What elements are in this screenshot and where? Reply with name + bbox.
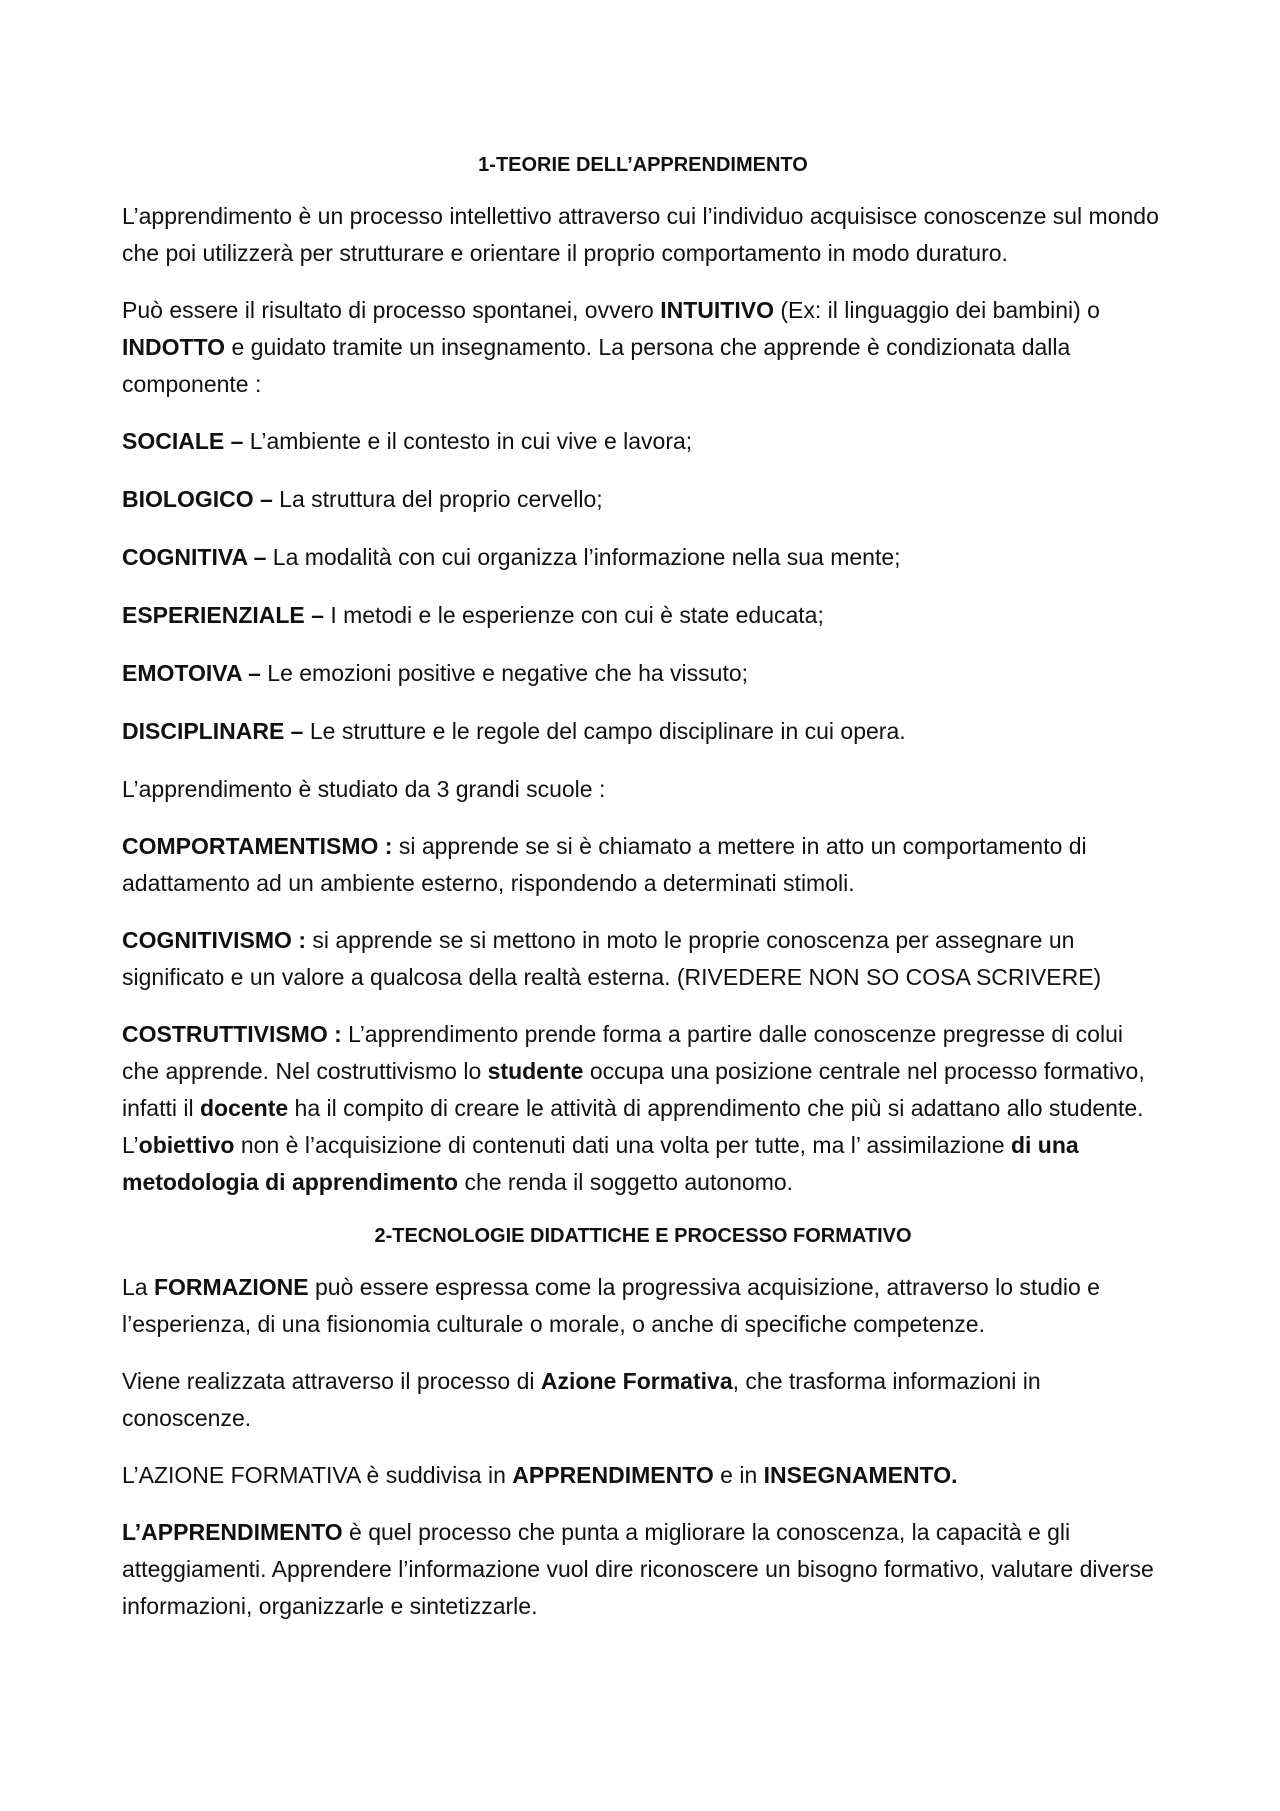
component-item: DISCIPLINARE – Le strutture e le regole del campo disciplinare in cui opera.	[122, 718, 906, 744]
component-item: COGNITIVA – La modalità con cui organizza l’informazione nella sua mente;	[122, 544, 901, 570]
school-costruttivismo: COSTRUTTIVISMO : L’apprendimento prende forma a partire dalle conoscenze pregresse di colui che apprende. Nel costruttivismo lo studente occupa una posizione centrale nel processo formativo, infatti il docente ha il compito di creare le attività di apprendimento che più si adattano allo studente. L’obiettivo non è l’acquisizione di contenuti dati una volta per tutte, ma l’ assimilazione di una metodologia di apprendimento che renda il soggetto autonomo.	[122, 1021, 1145, 1195]
azione-formativa-paragraph: Viene realizzata attraverso il processo di Azione Formativa, che trasforma informazioni in conoscenze.	[122, 1368, 1041, 1431]
apprendimento-paragraph: L’APPRENDIMENTO è quel processo che punta a migliorare la conoscenza, la capacità e gli atteggiamenti. Apprendere l’informazione vuol dire riconoscere un bisogno formativo, valutare diverse informazioni, organizzarle e sintetizzarle.	[122, 1519, 1154, 1619]
component-item: ESPERIENZIALE – I metodi e le esperienze con cui è state educata;	[122, 602, 824, 628]
term-indotto: INDOTTO	[122, 334, 226, 360]
formazione-paragraph: La FORMAZIONE può essere espressa come la progressiva acquisizione, attraverso lo studio e l’esperienza, di una fisionomia culturale o morale, o anche di specifiche competenze.	[122, 1274, 1100, 1337]
school-comportamentismo: COMPORTAMENTISMO : si apprende se si è chiamato a mettere in atto un comportamento di adattamento ad un ambiente esterno, rispondendo a determinati stimoli.	[122, 833, 1087, 896]
section-title-1: 1-TEORIE DELL’APPRENDIMENTO	[478, 154, 808, 176]
intro-paragraph: L’apprendimento è un processo intellettivo attraverso cui l’individuo acquisisce conoscenze sul mondo che poi utilizzerà per strutturare e orientare il proprio comportamento in modo duraturo.	[122, 203, 1159, 266]
suddivisione-paragraph: L’AZIONE FORMATIVA è suddivisa in APPRENDIMENTO e in INSEGNAMENTO.	[122, 1462, 958, 1488]
learning-types-paragraph: Può essere il risultato di processo spontanei, ovvero INTUITIVO (Ex: il linguaggio dei bambini) o INDOTTO e guidato tramite un insegnamento. La persona che apprende è condizionata dalla componente :	[122, 297, 1100, 397]
term-intuitivo: INTUITIVO	[660, 297, 774, 323]
component-item: EMOTOIVA – Le emozioni positive e negative che ha vissuto;	[122, 660, 749, 686]
component-item: BIOLOGICO – La struttura del proprio cervello;	[122, 486, 603, 512]
section-title-2: 2-TECNOLOGIE DIDATTICHE E PROCESSO FORMATIVO	[374, 1225, 912, 1247]
component-item: SOCIALE – L’ambiente e il contesto in cui vive e lavora;	[122, 428, 693, 454]
school-cognitivismo: COGNITIVISMO : si apprende se si mettono in moto le proprie conoscenza per assegnare un significato e un valore a qualcosa della realtà esterna. (RIVEDERE NON SO COSA SCRIVERE)	[122, 927, 1102, 990]
schools-intro: L’apprendimento è studiato da 3 grandi scuole :	[122, 776, 606, 802]
